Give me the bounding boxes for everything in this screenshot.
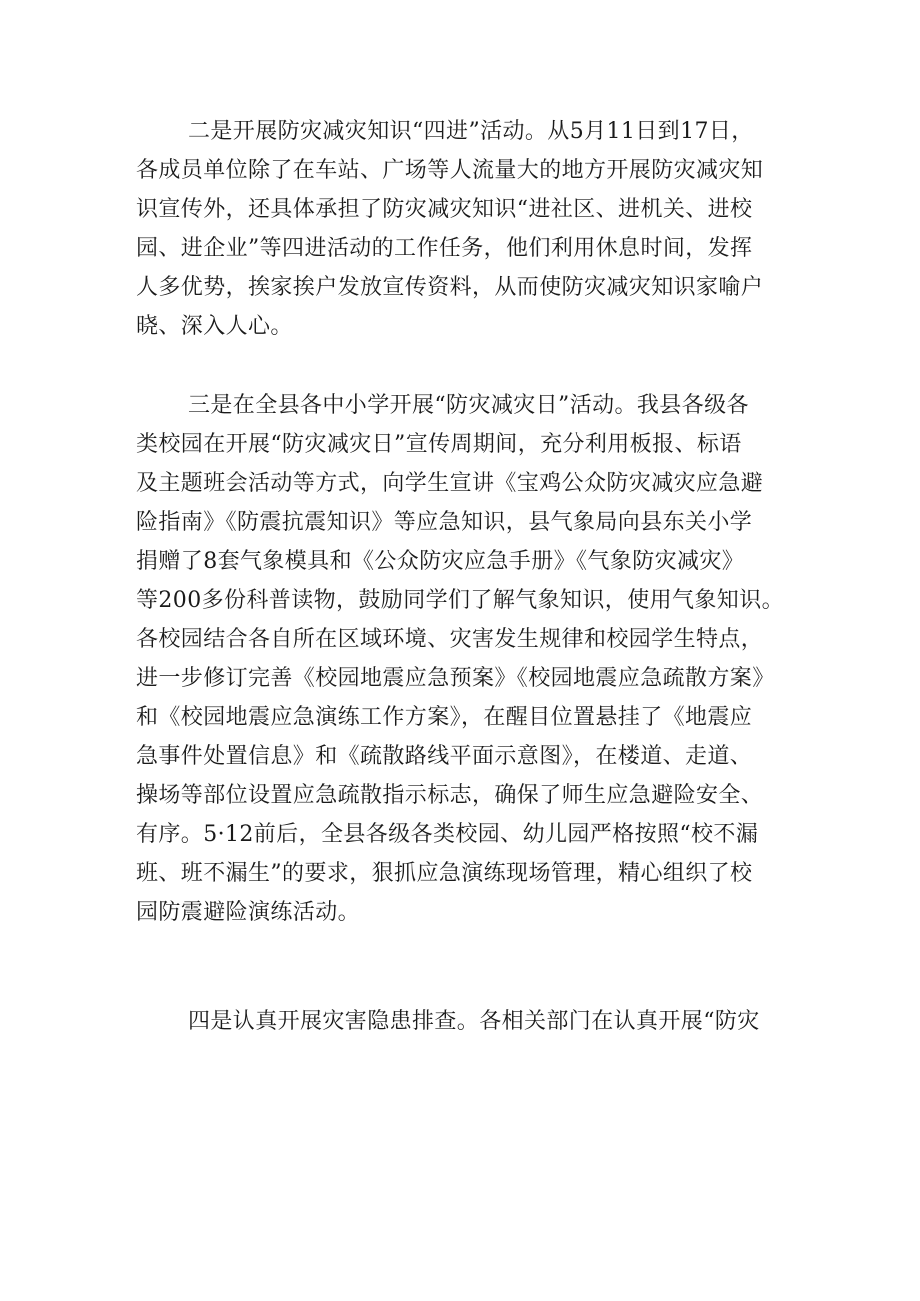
paragraph-four-entries-activity: [136, 112, 763, 346]
text-line: 班、班不漏生”的要求，狠抓应急演练现场管理，精心组织了校: [136, 861, 753, 886]
text-line: 操场等部位设置应急疏散指示标志，确保了师生应急避险安全、: [136, 783, 764, 808]
paragraph-hazard-inspection: [136, 1002, 760, 1041]
text-line: 园防震避险演练活动。: [136, 900, 361, 925]
text-line: 进一步修订完善《校园地震应急预案》《校园地震应急疏散方案》: [136, 666, 775, 691]
text-line: 险指南》《防震抗震知识》等应急知识，县气象局向县东关小学: [136, 510, 753, 535]
text-line: 有序。5·12前后，全县各级各类校园、幼儿园严格按照“校不漏: [136, 822, 759, 847]
text-line: 和《校园地震应急演练工作方案》，在醒目位置悬挂了《地震应: [136, 705, 753, 730]
text-line: 各校园结合各自所在区域环境、灾害发生规律和校园学生特点，: [136, 627, 764, 652]
text-line: 等200多份科普读物，鼓励同学们了解气象知识，使用气象知识。: [136, 588, 784, 613]
text-line: 人多优势，挨家挨户发放宣传资料，从而使防灾减灾知识家喻户: [136, 275, 764, 300]
text-line: 急事件处置信息》和《疏散路线平面示意图》，在楼道、走道、: [136, 744, 753, 769]
paragraph-school-disaster-day: [136, 386, 784, 932]
text-line: 晓、深入人心。: [136, 314, 293, 339]
text-line: 及主题班会活动等方式，向学生宣讲《宝鸡公众防灾减灾应急避: [136, 471, 764, 496]
text-line: 二是开展防灾减灾知识“四进”活动。从5月11日到17日，: [188, 119, 754, 144]
text-line: 四是认真开展灾害隐患排查。各相关部门在认真开展“防灾: [188, 1009, 760, 1034]
text-line: 识宣传外，还具体承担了防灾减灾知识“进社区、进机关、进校: [136, 197, 753, 222]
text-line: 园、进企业”等四进活动的工作任务，他们利用休息时间，发挥: [136, 236, 753, 261]
text-line: 三是在全县各中小学开展“防灾减灾日”活动。我县各级各: [188, 393, 749, 418]
text-line: 类校园在开展“防灾减灾日”宣传周期间，充分利用板报、标语: [136, 432, 742, 457]
text-line: 捐赠了8套气象模具和《公众防灾应急手册》《气象防灾减灾》: [136, 549, 745, 574]
text-line: 各成员单位除了在车站、广场等人流量大的地方开展防灾减灾知: [136, 158, 764, 183]
